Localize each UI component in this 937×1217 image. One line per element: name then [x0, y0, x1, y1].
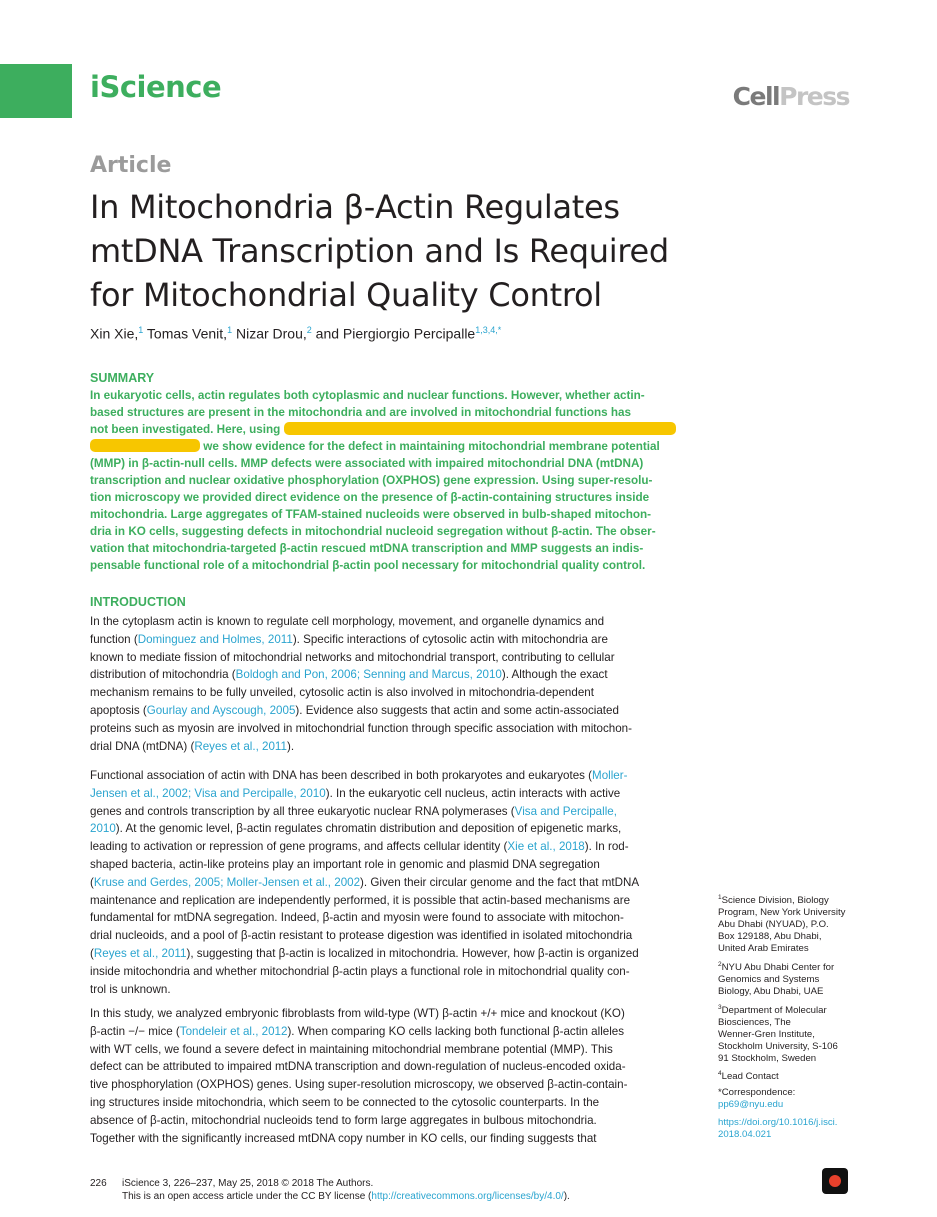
citation-link[interactable]: Dominguez and Holmes, 2011 [137, 632, 293, 646]
summary-text [90, 387, 682, 574]
text-line: β-actin −/− mice (Tondeleir et al., 2012). When comparing KO cells lacking both functional β-actin alleles [90, 1024, 625, 1038]
author-name[interactable]: Nizar Drou, [235, 325, 307, 342]
citation-link[interactable]: Reyes et al., 2011 [93, 946, 187, 960]
text-line: Jensen et al., 2002; Visa and Percipalle, 2010). In the eukaryotic cell nucleus, actin interacts with active [90, 786, 621, 800]
text-line: distribution of mitochondria (Boldogh and Pon, 2006; Senning and Marcus, 2010). Although the exact [90, 668, 608, 682]
correspondence-label: *Correspondence: [718, 1087, 796, 1098]
text-line: function (Dominguez and Holmes, 2011). Specific interactions of cytosolic actin with mitochondria are [90, 632, 608, 646]
citation-link[interactable]: Kruse and Gerdes, 2005; Moller-Jensen et al., 2002 [93, 875, 361, 889]
text-line: drial nucleoids, and a pool of β-actin resistant to protease digestion was identified in isolated mitochondria [90, 929, 633, 943]
introduction-heading: INTRODUCTION [90, 595, 186, 609]
summary-line [90, 438, 682, 455]
correspondence-email-link[interactable]: pp69@nyu.edu [718, 1099, 784, 1110]
text-line: In the cytoplasm actin is known to regulate cell morphology, movement, and organelle dynamics and [90, 615, 605, 628]
affiliation-1: $^1$Science Division, Biology Program, New York University Abu Dhabi (NYUAD), P.O. Box 129188, Abu Dhabi, United Arab Emirates [718, 894, 846, 955]
author-affiliation-ref[interactable]: 1 [138, 325, 144, 335]
publisher-logo-part2: Press [779, 82, 849, 111]
citation-link[interactable]: Reyes et al., 2011 [194, 739, 287, 753]
citation-link[interactable]: Tondeleir et al., 2012 [179, 1024, 288, 1038]
title-line: for Mitochondrial Quality Control [90, 276, 602, 314]
summary-line: pensable functional role of a mitochondrial β-actin pool necessary for mitochondrial quality control. [90, 559, 646, 572]
publisher-logo [733, 82, 849, 111]
author-name[interactable]: Tomas Venit, [146, 325, 228, 342]
redaction-mark [284, 422, 676, 435]
summary-heading: SUMMARY [90, 371, 155, 385]
intro-paragraph-2 [90, 767, 680, 998]
author-name[interactable]: Xin Xie, [90, 325, 139, 342]
summary-line: mitochondria. Large aggregates of TFAM-stained nucleoids were observed in bulb-shaped mitochon- [90, 508, 652, 521]
text-line: proteins such as myosin are involved in mitochondrial function through specific association with mitochon- [90, 721, 632, 735]
title-line: mtDNA Transcription and Is Required [90, 232, 669, 270]
author-affiliation-ref[interactable]: 1,3,4,* [475, 325, 502, 335]
citation-link[interactable]: Moller- [592, 769, 628, 782]
citation-line: iScience 3, 226–237, May 25, 2018 © 2018 The Authors. [122, 1178, 374, 1189]
text-line: fundamental for mtDNA segregation. Indeed, β-actin and myosin were found to associate with mitochon- [90, 911, 624, 925]
intro-paragraph-1 [90, 613, 680, 755]
author-list [90, 325, 501, 342]
text-line: inside mitochondria and whether mitochondrial β-actin plays a functional role in mitochondrial quality con- [90, 964, 630, 978]
text-line: with WT cells, we found a severe defect in maintaining mitochondrial membrane potential (MMP). This [90, 1042, 613, 1056]
intro-paragraph-3 [90, 1005, 680, 1147]
summary-line-text: not been investigated. Here, using [90, 423, 281, 436]
text-line: Functional association of actin with DNA has been described in both prokaryotes and eukaryotes (Moller- [90, 769, 628, 782]
text-line: known to mediate fission of mitochondrial networks and mitochondrial transport, contributing to cellular [90, 650, 615, 664]
affiliation-3: $^3$Department of Molecular Biosciences, The Wenner-Gren Institute, Stockholm University, S-106 91 Stockholm, Sweden [718, 1004, 838, 1065]
summary-line: tion microscopy we provided direct evidence on the presence of β-actin-containing structures inside [90, 491, 650, 504]
correspondence-block [718, 1087, 858, 1111]
doi-link[interactable]: 2018.04.021 [718, 1129, 772, 1140]
affiliation-2: $^2$NYU Abu Dhabi Center for Genomics and Systems Biology, Abu Dhabi, UAE [718, 961, 835, 998]
publisher-logo-part1: Cell [732, 82, 780, 111]
license-link[interactable]: http://creativecommons.org/licenses/by/4.0/ [371, 1191, 564, 1202]
redaction-mark [90, 439, 200, 452]
text-line: In this study, we analyzed embryonic fibroblasts from wild-type (WT) β-actin +/+ mice and knockout (KO) [90, 1007, 625, 1020]
author-affiliation-ref[interactable]: 1 [227, 325, 233, 335]
page-number: 226 [90, 1178, 107, 1189]
summary-line: (MMP) in β-actin-null cells. MMP defects were associated with impaired mitochondrial DNA (mtDNA) [90, 457, 644, 470]
summary-line: transcription and nuclear oxidative phosphorylation (OXPHOS) gene expression. Using super-resolu- [90, 474, 653, 487]
summary-line-text: we show evidence for the defect in maintaining mitochondrial membrane potential [203, 440, 660, 453]
open-access-icon[interactable] [822, 1168, 848, 1194]
text-line: apoptosis (Gourlay and Ayscough, 2005). Evidence also suggests that actin and some actin-associated [90, 703, 619, 717]
citation-link[interactable]: Jensen et al., 2002; Visa and Percipalle, 2010 [90, 786, 326, 800]
journal-logo: iScience [90, 70, 222, 104]
journal-brand-bar [0, 64, 72, 118]
text-line: (Reyes et al., 2011), suggesting that β-actin is localized in mitochondria. However, how β-actin is organized [90, 946, 639, 960]
summary-line: In eukaryotic cells, actin regulates both cytoplasmic and nuclear functions. However, whether actin- [90, 389, 645, 402]
article-type-label: Article [90, 153, 172, 178]
text-line: maintenance and replication are independently performed, it is possible that actin-based mechanisms are [90, 893, 631, 907]
citation-link[interactable]: Gourlay and Ayscough, 2005 [146, 703, 296, 717]
summary-line: dria in KO cells, suggesting defects in mitochondrial nucleoid segregation without β-actin. The obser- [90, 525, 656, 538]
text-line: Together with the significantly increased mtDNA copy number in KO cells, our finding suggests that [90, 1131, 597, 1145]
text-line: absence of β-actin, mitochondrial nucleoids tend to form large aggregates in bulbous mitochondria. [90, 1113, 597, 1127]
page-footer: 226 iScience 3, 226–237, May 25, 2018 © 2018 The Authors. This is an open access article under the CC BY license (http://creativecommons.org/licenses/by/4.0/). [90, 1178, 570, 1202]
article-title [90, 185, 730, 317]
summary-line [90, 421, 682, 438]
text-line: genes and controls transcription by all three eukaryotic nuclear RNA polymerases (Visa and Percipalle, [90, 804, 617, 818]
text-line: shaped bacteria, actin-like proteins play an important role in genomic and plasmid DNA segregation [90, 857, 600, 871]
citation-link[interactable]: 2010 [90, 822, 116, 836]
citation-link[interactable]: Xie et al., 2018 [507, 840, 585, 854]
text-line: defect can be attributed to impaired mtDNA transcription and down-regulation of nucleus-encoded oxida- [90, 1060, 626, 1074]
text-line: ing structures inside mitochondria, which seem to be connected to the cytosolic counterparts. In the [90, 1095, 600, 1109]
citation-link[interactable]: Boldogh and Pon, 2006; Senning and Marcus, 2010 [235, 668, 502, 682]
text-line: (Kruse and Gerdes, 2005; Moller-Jensen et al., 2002). Given their circular genome and the fact that mtDNA [90, 875, 640, 889]
open-access-icon-dot [829, 1175, 841, 1187]
citation-link[interactable]: Visa and Percipalle, [514, 804, 617, 818]
summary-line: based structures are present in the mitochondria and are involved in mitochondrial functions has [90, 406, 631, 419]
text-line: drial DNA (mtDNA) (Reyes et al., 2011). [90, 739, 295, 753]
text-line: 2010). At the genomic level, β-actin regulates chromatin distribution and deposition of epigenetic marks, [90, 822, 622, 836]
doi-block [718, 1117, 858, 1141]
author-name[interactable]: and Piergiorgio Percipalle [315, 325, 476, 342]
text-line: leading to activation or repression of gene programs, and affects cellular identity (Xie et al., 2018). In rod- [90, 840, 629, 854]
text-line: tive phosphorylation (OXPHOS) genes. Using super-resolution microscopy, we observed β-actin-contain- [90, 1078, 628, 1092]
summary-line: vation that mitochondria-targeted β-actin rescued mtDNA transcription and MMP suggests an indis- [90, 542, 644, 555]
text-line: trol is unknown. [90, 982, 171, 996]
affiliation-4: $^4$Lead Contact [718, 1070, 779, 1083]
text-line: mechanism remains to be fully unveiled, cytosolic actin is also involved in mitochondria-dependent [90, 686, 594, 700]
title-line: In Mitochondria β-Actin Regulates [90, 188, 620, 226]
author-affiliation-ref[interactable]: 2 [306, 325, 312, 335]
doi-link[interactable]: https://doi.org/10.1016/j.isci. [718, 1117, 838, 1128]
